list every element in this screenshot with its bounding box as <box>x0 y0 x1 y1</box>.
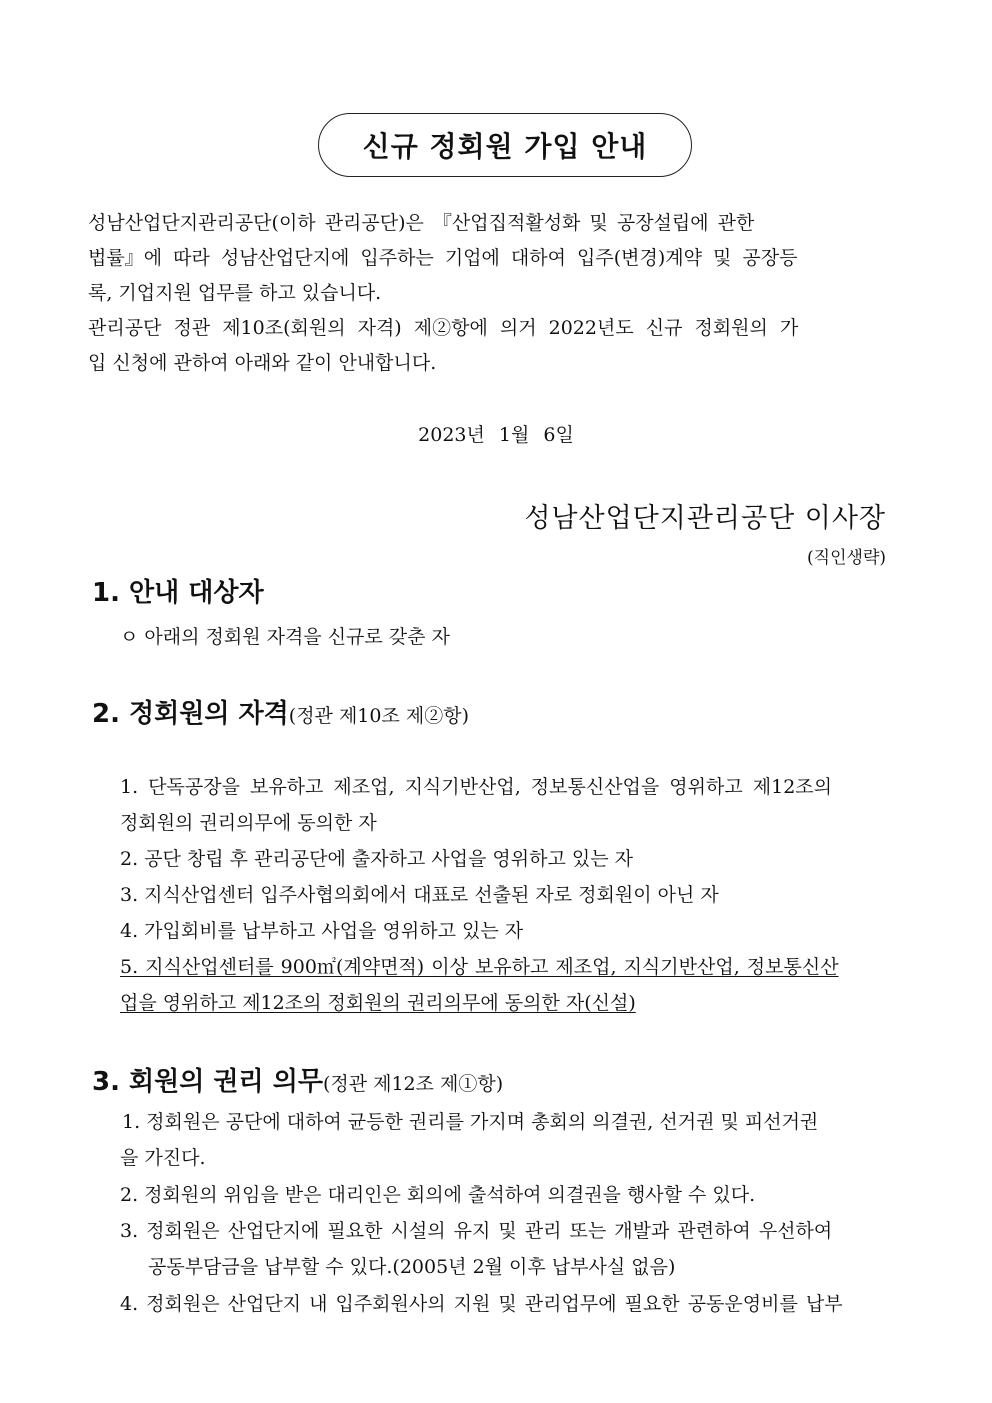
bullet-item: ㅇ 아래의 정회원 자격을 신규로 갖춘 자 <box>120 626 450 648</box>
list-item: 3. 지식산업센터 입주사협의회에서 대표로 선출된 자로 정회원이 아닌 자 <box>120 884 719 906</box>
notice-date: 2023년 1월 6일 <box>418 424 574 446</box>
section-heading-3 <box>92 1061 503 1098</box>
list-item: 4. 가입회비를 납부하고 사업을 영위하고 있는 자 <box>120 920 524 942</box>
list-item: 1. 정회원은 공단에 대하여 균등한 권리를 가지며 총회의 의결권, 선거권 및 피선거권 <box>122 1111 819 1133</box>
intro-line: 관리공단 정관 제10조(회원의 자격) 제②항에 의거 2022년도 신규 정회원의 가 <box>88 317 799 339</box>
list-item: 정회원의 권리의무에 동의한 자 <box>120 812 377 834</box>
signatory: 성남산업단지관리공단 이사장 <box>524 503 886 534</box>
intro-line: 입 신청에 관하여 아래와 같이 안내합니다. <box>88 352 437 374</box>
list-item-new: 업을 영위하고 제12조의 정회원의 권리의무에 동의한 자(신설) <box>120 992 636 1014</box>
list-item: 2. 정회원의 위임을 받은 대리인은 회의에 출석하여 의결권을 행사할 수 있다. <box>120 1184 756 1206</box>
list-item: 4. 정회원은 산업단지 내 입주회원사의 지원 및 관리업무에 필요한 공동운영비를 납부 <box>120 1293 843 1315</box>
document-title: 신규 정회원 가입 안내 <box>362 130 648 163</box>
list-item: 2. 공단 창립 후 관리공단에 출자하고 사업을 영위하고 있는 자 <box>120 848 633 870</box>
list-item: 3. 정회원은 산업단지에 필요한 시설의 유지 및 관리 또는 개발과 관련하여 우선하여 <box>120 1220 833 1242</box>
seal-note: (직인생략) <box>807 548 886 568</box>
intro-line: 법률』에 따라 성남산업단지에 입주하는 기업에 대하여 입주(변경)계약 및 공장등 <box>88 247 798 269</box>
intro-line: 성남산업단지관리공단(이하 관리공단)은 『산업집적활성화 및 공장설립에 관한 <box>88 212 755 234</box>
list-item: 을 가진다. <box>120 1147 206 1169</box>
section-title: 1. 안내 대상자 <box>92 578 264 608</box>
title-box <box>318 113 692 177</box>
list-item: 1. 단독공장을 보유하고 제조업, 지식기반산업, 정보통신산업을 영위하고 제12조의 <box>120 776 832 798</box>
section-reference: (정관 제10조 제②항) <box>288 705 469 727</box>
section-reference: (정관 제12조 제①항) <box>322 1073 504 1095</box>
intro-paragraph <box>88 206 888 381</box>
intro-line: 록, 기업지원 업무를 하고 있습니다. <box>88 282 382 304</box>
list-item: 공동부담금을 납부할 수 있다.(2005년 2월 이후 납부사실 없음) <box>148 1256 676 1278</box>
section-title: 2. 정회원의 자격 <box>92 699 289 729</box>
list-item-new: 5. 지식산업센터를 900㎡(계약면적) 이상 보유하고 제조업, 지식기반산업, 정보통신산 <box>120 956 839 978</box>
section-heading-2 <box>92 693 469 730</box>
section-title: 3. 회원의 권리 의무 <box>92 1067 323 1097</box>
section-heading-1 <box>92 572 264 609</box>
